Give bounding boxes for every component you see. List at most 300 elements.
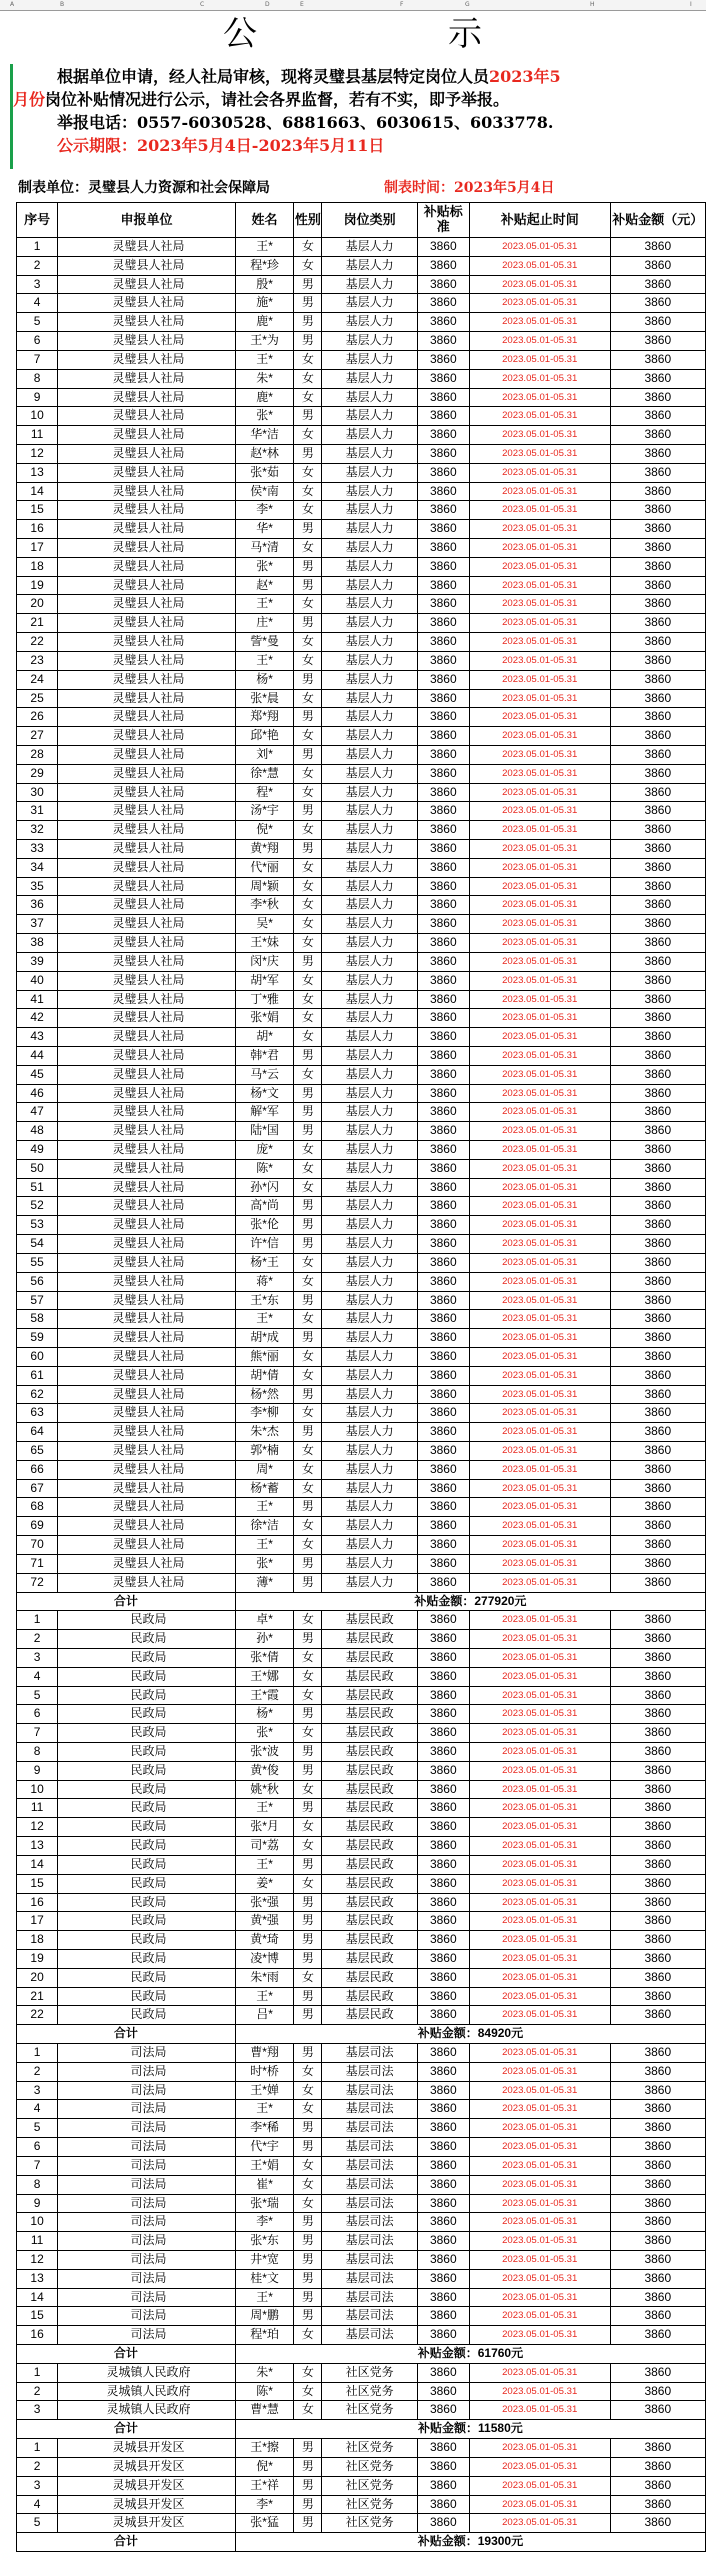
cell-role: 基层人力 — [322, 1442, 417, 1461]
cell-gender: 男 — [294, 1122, 322, 1141]
cell-seq: 1 — [17, 2439, 58, 2458]
cell-standard: 3860 — [417, 2156, 469, 2175]
cell-period: 2023.05.01-05.31 — [469, 388, 610, 407]
cell-standard: 3860 — [417, 670, 469, 689]
table-row — [17, 1705, 706, 1724]
cell-name: 程*珍 — [235, 256, 294, 275]
cell-seq: 26 — [17, 708, 58, 727]
cell-gender: 男 — [294, 1893, 322, 1912]
cell-amount: 3860 — [610, 1065, 705, 1084]
cell-name: 司*荔 — [235, 1837, 294, 1856]
cell-unit: 灵璧县人社局 — [58, 539, 236, 558]
cell-seq: 18 — [17, 557, 58, 576]
cell-seq: 16 — [17, 2326, 58, 2345]
cell-unit: 灵璧县人社局 — [58, 1423, 236, 1442]
cell-gender: 女 — [294, 539, 322, 558]
cell-period: 2023.05.01-05.31 — [469, 350, 610, 369]
cell-seq: 4 — [17, 2100, 58, 2119]
cell-unit: 灵璧县人社局 — [58, 1046, 236, 1065]
cell-amount: 3860 — [610, 2044, 705, 2063]
cell-name: 卓* — [235, 1611, 294, 1630]
table-row — [17, 1159, 706, 1178]
cell-role: 基层人力 — [322, 1460, 417, 1479]
cell-gender: 女 — [294, 727, 322, 746]
cell-unit: 灵璧县人社局 — [58, 463, 236, 482]
cell-amount: 3860 — [610, 1404, 705, 1423]
cell-unit: 灵璧县人社局 — [58, 1159, 236, 1178]
table-row — [17, 407, 706, 426]
cell-unit: 灵璧县人社局 — [58, 332, 236, 351]
cell-name: 刘* — [235, 745, 294, 764]
cell-unit: 灵城县开发区 — [58, 2476, 236, 2495]
cell-period: 2023.05.01-05.31 — [469, 1253, 610, 1272]
cell-amount: 3860 — [610, 2288, 705, 2307]
cell-period: 2023.05.01-05.31 — [469, 2138, 610, 2157]
cell-unit: 灵璧县人社局 — [58, 1178, 236, 1197]
cell-name: 马*云 — [235, 1065, 294, 1084]
table-row — [17, 858, 706, 877]
cell-name: 杨* — [235, 1705, 294, 1724]
ruler-letter: H — [590, 1, 595, 8]
cell-name: 鹿* — [235, 313, 294, 332]
cell-amount: 3860 — [610, 2401, 705, 2420]
cell-period: 2023.05.01-05.31 — [469, 294, 610, 313]
cell-period: 2023.05.01-05.31 — [469, 1874, 610, 1893]
cell-amount: 3860 — [610, 1028, 705, 1047]
cell-gender: 男 — [294, 1931, 322, 1950]
cell-role: 基层人力 — [322, 482, 417, 501]
cell-seq: 14 — [17, 1855, 58, 1874]
cell-period: 2023.05.01-05.31 — [469, 520, 610, 539]
cell-amount: 3860 — [610, 952, 705, 971]
cell-role: 基层人力 — [322, 1423, 417, 1442]
cell-gender: 女 — [294, 1724, 322, 1743]
cell-seq: 11 — [17, 1799, 58, 1818]
cell-role: 基层司法 — [322, 2269, 417, 2288]
cell-role: 基层人力 — [322, 1498, 417, 1517]
cell-role: 基层人力 — [322, 463, 417, 482]
table-row — [17, 2006, 706, 2025]
cell-seq: 5 — [17, 1686, 58, 1705]
cell-role: 基层司法 — [322, 2250, 417, 2269]
cell-amount: 3860 — [610, 2194, 705, 2213]
group-total-row — [17, 2025, 706, 2044]
cell-period: 2023.05.01-05.31 — [469, 238, 610, 257]
cell-amount: 3860 — [610, 238, 705, 257]
cell-seq: 12 — [17, 444, 58, 463]
table-row — [17, 708, 706, 727]
table-row — [17, 952, 706, 971]
cell-role: 基层人力 — [322, 520, 417, 539]
table-row — [17, 275, 706, 294]
table-row — [17, 1216, 706, 1235]
cell-role: 基层人力 — [322, 313, 417, 332]
cell-standard: 3860 — [417, 2401, 469, 2420]
cell-amount: 3860 — [610, 915, 705, 934]
table-row — [17, 1253, 706, 1272]
cell-standard: 3860 — [417, 2514, 469, 2533]
cell-standard: 3860 — [417, 1197, 469, 1216]
cell-standard: 3860 — [417, 1686, 469, 1705]
cell-standard: 3860 — [417, 1498, 469, 1517]
cell-seq: 7 — [17, 1724, 58, 1743]
table-row — [17, 802, 706, 821]
cell-standard: 3860 — [417, 2194, 469, 2213]
cell-role: 基层人力 — [322, 1216, 417, 1235]
cell-period: 2023.05.01-05.31 — [469, 651, 610, 670]
table-row — [17, 2213, 706, 2232]
cell-gender: 女 — [294, 990, 322, 1009]
cell-unit: 灵璧县人社局 — [58, 915, 236, 934]
cell-seq: 72 — [17, 1573, 58, 1592]
cell-standard: 3860 — [417, 1028, 469, 1047]
cell-gender: 女 — [294, 1479, 322, 1498]
table-row — [17, 1347, 706, 1366]
cell-name: 熊*丽 — [235, 1347, 294, 1366]
cell-seq: 21 — [17, 1987, 58, 2006]
cell-unit: 灵璧县人社局 — [58, 802, 236, 821]
cell-gender: 男 — [294, 708, 322, 727]
cell-amount: 3860 — [610, 1912, 705, 1931]
cell-period: 2023.05.01-05.31 — [469, 1855, 610, 1874]
cell-gender: 男 — [294, 2307, 322, 2326]
cell-role: 基层司法 — [322, 2326, 417, 2345]
cell-role: 基层人力 — [322, 1065, 417, 1084]
cell-name: 王* — [235, 1987, 294, 2006]
cell-standard: 3860 — [417, 821, 469, 840]
cell-seq: 20 — [17, 595, 58, 614]
cell-gender: 男 — [294, 1216, 322, 1235]
cell-name: 张*瑞 — [235, 2194, 294, 2213]
cell-name: 张*东 — [235, 2232, 294, 2251]
cell-amount: 3860 — [610, 1197, 705, 1216]
table-row — [17, 2156, 706, 2175]
cell-name: 郭*楠 — [235, 1442, 294, 1461]
cell-period: 2023.05.01-05.31 — [469, 633, 610, 652]
cell-amount: 3860 — [610, 501, 705, 520]
cell-gender: 男 — [294, 1084, 322, 1103]
cell-role: 基层司法 — [322, 2156, 417, 2175]
cell-seq: 39 — [17, 952, 58, 971]
cell-unit: 灵璧县人社局 — [58, 971, 236, 990]
cell-seq: 59 — [17, 1329, 58, 1348]
cell-seq: 46 — [17, 1084, 58, 1103]
cell-unit: 灵璧县人社局 — [58, 1084, 236, 1103]
cell-period: 2023.05.01-05.31 — [469, 2457, 610, 2476]
cell-standard: 3860 — [417, 1630, 469, 1649]
cell-period: 2023.05.01-05.31 — [469, 1216, 610, 1235]
cell-seq: 1 — [17, 2363, 58, 2382]
table-header-row — [17, 203, 706, 238]
total-amount: 补贴金额：61760元 — [235, 2345, 705, 2364]
cell-amount: 3860 — [610, 1084, 705, 1103]
cell-role: 社区党务 — [322, 2401, 417, 2420]
cell-name: 郑*翔 — [235, 708, 294, 727]
cell-name: 杨*然 — [235, 1385, 294, 1404]
cell-seq: 41 — [17, 990, 58, 1009]
cell-unit: 民政局 — [58, 1855, 236, 1874]
table-row — [17, 1968, 706, 1987]
cell-gender: 男 — [294, 952, 322, 971]
cell-unit: 灵璧县人社局 — [58, 1197, 236, 1216]
cell-role: 基层人力 — [322, 332, 417, 351]
cell-unit: 灵璧县人社局 — [58, 934, 236, 953]
table-row — [17, 1291, 706, 1310]
header-amount: 补贴金额（元） — [610, 203, 705, 238]
cell-name: 胡* — [235, 1028, 294, 1047]
cell-period: 2023.05.01-05.31 — [469, 557, 610, 576]
cell-gender: 男 — [294, 407, 322, 426]
cell-seq: 67 — [17, 1479, 58, 1498]
cell-gender: 女 — [294, 764, 322, 783]
cell-role: 基层人力 — [322, 1141, 417, 1160]
cell-name: 孙* — [235, 1630, 294, 1649]
cell-amount: 3860 — [610, 1216, 705, 1235]
cell-gender: 男 — [294, 520, 322, 539]
ruler-letter: G — [465, 1, 470, 8]
cell-seq: 6 — [17, 332, 58, 351]
cell-name: 李*秋 — [235, 896, 294, 915]
cell-standard: 3860 — [417, 1423, 469, 1442]
cell-seq: 64 — [17, 1423, 58, 1442]
table-row — [17, 1893, 706, 1912]
cell-amount: 3860 — [610, 1460, 705, 1479]
cell-seq: 7 — [17, 2156, 58, 2175]
table-row — [17, 2439, 706, 2458]
table-row — [17, 2081, 706, 2100]
total-label: 合计 — [17, 2345, 236, 2364]
cell-standard: 3860 — [417, 1347, 469, 1366]
cell-name: 许*信 — [235, 1235, 294, 1254]
cell-period: 2023.05.01-05.31 — [469, 1648, 610, 1667]
cell-standard: 3860 — [417, 482, 469, 501]
cell-seq: 55 — [17, 1253, 58, 1272]
cell-gender: 女 — [294, 2194, 322, 2213]
cell-role: 基层人力 — [322, 1103, 417, 1122]
table-row — [17, 2044, 706, 2063]
cell-unit: 灵璧县人社局 — [58, 576, 236, 595]
cell-gender: 女 — [294, 1648, 322, 1667]
cell-amount: 3860 — [610, 463, 705, 482]
cell-standard: 3860 — [417, 1385, 469, 1404]
cell-unit: 司法局 — [58, 2307, 236, 2326]
cell-amount: 3860 — [610, 783, 705, 802]
cell-gender: 女 — [294, 238, 322, 257]
cell-period: 2023.05.01-05.31 — [469, 2250, 610, 2269]
cell-period: 2023.05.01-05.31 — [469, 764, 610, 783]
table-row — [17, 783, 706, 802]
cell-unit: 灵璧县人社局 — [58, 238, 236, 257]
cell-period: 2023.05.01-05.31 — [469, 802, 610, 821]
cell-standard: 3860 — [417, 1329, 469, 1348]
cell-unit: 灵璧县人社局 — [58, 1141, 236, 1160]
cell-gender: 男 — [294, 1912, 322, 1931]
cell-period: 2023.05.01-05.31 — [469, 1912, 610, 1931]
cell-standard: 3860 — [417, 1648, 469, 1667]
total-label: 合计 — [17, 2420, 236, 2439]
cell-role: 基层司法 — [322, 2232, 417, 2251]
table-row — [17, 1442, 706, 1461]
cell-role: 基层司法 — [322, 2213, 417, 2232]
cell-role: 基层人力 — [322, 238, 417, 257]
cell-amount: 3860 — [610, 2250, 705, 2269]
cell-unit: 灵璧县人社局 — [58, 1253, 236, 1272]
cell-role: 基层民政 — [322, 1761, 417, 1780]
cell-gender: 女 — [294, 1837, 322, 1856]
cell-role: 基层民政 — [322, 1818, 417, 1837]
cell-name: 施* — [235, 294, 294, 313]
cell-role: 基层人力 — [322, 689, 417, 708]
cell-unit: 灵璧县人社局 — [58, 294, 236, 313]
cell-role: 基层人力 — [322, 1366, 417, 1385]
cell-gender: 男 — [294, 2269, 322, 2288]
cell-name: 王* — [235, 1536, 294, 1555]
cell-standard: 3860 — [417, 2213, 469, 2232]
cell-period: 2023.05.01-05.31 — [469, 1931, 610, 1950]
table-row — [17, 313, 706, 332]
cell-period: 2023.05.01-05.31 — [469, 2062, 610, 2081]
cell-seq: 11 — [17, 426, 58, 445]
cell-unit: 灵璧县人社局 — [58, 369, 236, 388]
cell-name: 汤*宇 — [235, 802, 294, 821]
cell-seq: 49 — [17, 1141, 58, 1160]
table-row — [17, 1423, 706, 1442]
table-row — [17, 576, 706, 595]
cell-seq: 2 — [17, 256, 58, 275]
cell-period: 2023.05.01-05.31 — [469, 1893, 610, 1912]
cell-gender: 男 — [294, 1855, 322, 1874]
table-row — [17, 840, 706, 859]
cell-name: 赵* — [235, 576, 294, 595]
cell-seq: 19 — [17, 1949, 58, 1968]
total-label: 合计 — [17, 2025, 236, 2044]
cell-name: 胡*成 — [235, 1329, 294, 1348]
cell-name: 华* — [235, 520, 294, 539]
cell-gender: 男 — [294, 1949, 322, 1968]
cell-role: 基层民政 — [322, 2006, 417, 2025]
cell-standard: 3860 — [417, 1291, 469, 1310]
table-row — [17, 1855, 706, 1874]
table-row — [17, 1084, 706, 1103]
cell-gender: 女 — [294, 783, 322, 802]
cell-role: 基层民政 — [322, 1743, 417, 1762]
table-row — [17, 1743, 706, 1762]
cell-period: 2023.05.01-05.31 — [469, 1667, 610, 1686]
cell-name: 徐*洁 — [235, 1517, 294, 1536]
cell-gender: 女 — [294, 463, 322, 482]
cell-unit: 灵璧县人社局 — [58, 614, 236, 633]
cell-unit: 灵璧县人社局 — [58, 1536, 236, 1555]
cell-period: 2023.05.01-05.31 — [469, 313, 610, 332]
cell-period: 2023.05.01-05.31 — [469, 2363, 610, 2382]
cell-standard: 3860 — [417, 1442, 469, 1461]
cell-standard: 3860 — [417, 952, 469, 971]
table-row — [17, 1122, 706, 1141]
cell-name: 陆*国 — [235, 1122, 294, 1141]
table-row — [17, 745, 706, 764]
cell-amount: 3860 — [610, 651, 705, 670]
cell-amount: 3860 — [610, 2269, 705, 2288]
cell-seq: 61 — [17, 1366, 58, 1385]
cell-unit: 灵城镇人民政府 — [58, 2401, 236, 2420]
cell-unit: 灵璧县人社局 — [58, 783, 236, 802]
cell-standard: 3860 — [417, 2269, 469, 2288]
cell-period: 2023.05.01-05.31 — [469, 1028, 610, 1047]
cell-gender: 女 — [294, 595, 322, 614]
cell-standard: 3860 — [417, 2081, 469, 2100]
cell-amount: 3860 — [610, 1235, 705, 1254]
table-row — [17, 294, 706, 313]
cell-period: 2023.05.01-05.31 — [469, 2495, 610, 2514]
cell-period: 2023.05.01-05.31 — [469, 1686, 610, 1705]
cell-unit: 民政局 — [58, 1761, 236, 1780]
cell-name: 韩*君 — [235, 1046, 294, 1065]
notice-line-1 — [57, 66, 561, 88]
cell-period: 2023.05.01-05.31 — [469, 877, 610, 896]
cell-role: 基层人力 — [322, 501, 417, 520]
cell-gender: 女 — [294, 1159, 322, 1178]
cell-amount: 3860 — [610, 764, 705, 783]
cell-role: 基层司法 — [322, 2288, 417, 2307]
cell-amount: 3860 — [610, 840, 705, 859]
cell-standard: 3860 — [417, 1310, 469, 1329]
table-row — [17, 727, 706, 746]
cell-gender: 女 — [294, 934, 322, 953]
cell-role: 基层司法 — [322, 2081, 417, 2100]
cell-unit: 灵城镇人民政府 — [58, 2382, 236, 2401]
cell-period: 2023.05.01-05.31 — [469, 1197, 610, 1216]
cell-amount: 3860 — [610, 1743, 705, 1762]
cell-standard: 3860 — [417, 1536, 469, 1555]
cell-name: 庞* — [235, 1141, 294, 1160]
cell-unit: 灵城镇人民政府 — [58, 2363, 236, 2382]
cell-amount: 3860 — [610, 1272, 705, 1291]
cell-name: 侯*南 — [235, 482, 294, 501]
table-row — [17, 350, 706, 369]
cell-gender: 女 — [294, 426, 322, 445]
cell-standard: 3860 — [417, 2363, 469, 2382]
cell-name: 张* — [235, 1724, 294, 1743]
table-row — [17, 2382, 706, 2401]
cell-period: 2023.05.01-05.31 — [469, 2269, 610, 2288]
cell-unit: 灵璧县人社局 — [58, 482, 236, 501]
table-row — [17, 614, 706, 633]
cell-period: 2023.05.01-05.31 — [469, 1780, 610, 1799]
cell-seq: 22 — [17, 2006, 58, 2025]
cell-gender: 男 — [294, 1554, 322, 1573]
cell-amount: 3860 — [610, 1159, 705, 1178]
cell-seq: 15 — [17, 1874, 58, 1893]
cell-standard: 3860 — [417, 1949, 469, 1968]
cell-unit: 灵璧县人社局 — [58, 1479, 236, 1498]
cell-standard: 3860 — [417, 783, 469, 802]
table-row — [17, 2401, 706, 2420]
table-row — [17, 463, 706, 482]
cell-amount: 3860 — [610, 1122, 705, 1141]
cell-role: 基层人力 — [322, 971, 417, 990]
cell-period: 2023.05.01-05.31 — [469, 1046, 610, 1065]
cell-gender: 女 — [294, 2156, 322, 2175]
cell-role: 基层人力 — [322, 350, 417, 369]
cell-period: 2023.05.01-05.31 — [469, 1065, 610, 1084]
table-row — [17, 821, 706, 840]
cell-standard: 3860 — [417, 2006, 469, 2025]
table-row — [17, 1460, 706, 1479]
cell-seq: 51 — [17, 1178, 58, 1197]
cell-role: 基层人力 — [322, 539, 417, 558]
cell-gender: 男 — [294, 332, 322, 351]
cell-gender: 男 — [294, 2476, 322, 2495]
